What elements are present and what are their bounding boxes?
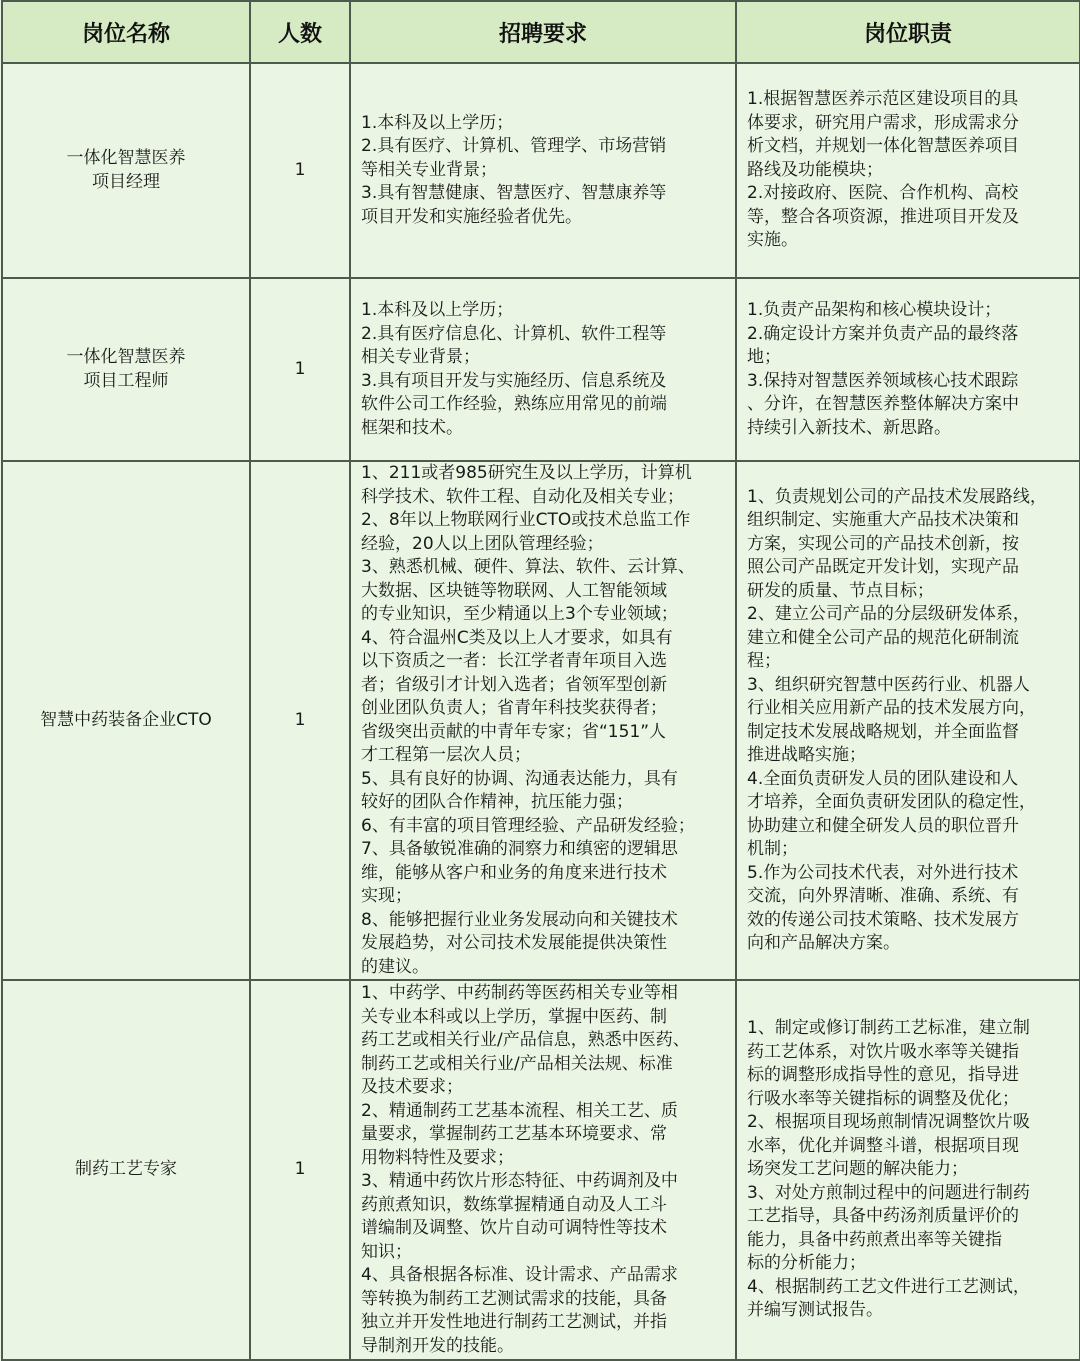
duty-line: 交流，向外界清晰、准确、系统、有 <box>747 886 1019 906</box>
duty-line: 3、组织研究智慧中医药行业、机器人 <box>747 674 1030 695</box>
requirement-line: 4、符合温州C类及以上人才要求，如具有 <box>361 627 673 648</box>
requirement-line: 2.具有医疗、计算机、管理学、市场营销 <box>361 136 667 157</box>
position-name-cell <box>2 278 250 461</box>
requirement-line: 知识； <box>361 1241 412 1262</box>
duty-line: 实施。 <box>747 230 798 251</box>
requirement-line: 框架和技术。 <box>361 417 463 438</box>
requirement-line: 4、具备根据各标准、设计需求、产品需求 <box>361 1265 678 1285</box>
duty-line: 2、根据项目现场煎制情况调整饮片吸 <box>747 1112 1030 1133</box>
requirement-line: 关专业本科或以上学历，掌握中医药、制 <box>361 1006 667 1027</box>
requirement-line: 8、能够把握行业业务发展动向和关键技术 <box>361 909 678 930</box>
requirement-line: 经验，20人以上团队管理经验； <box>361 533 604 554</box>
duty-line: 1.根据智慧医养示范区建设项目的具 <box>747 89 1019 110</box>
duty-line: 并编写测试报告。 <box>747 1300 883 1321</box>
requirement-line: 及技术要求； <box>361 1077 463 1097</box>
requirement-line: 的专业知识，至少精通以上3个专业领域； <box>361 604 678 624</box>
requirement-line: 1.本科及以上学历； <box>361 300 514 320</box>
duty-line: 标的调整形成指导性的意见，指导进 <box>747 1065 1019 1086</box>
headcount-cell: 1 <box>250 980 350 1360</box>
requirement-line: 科学技术、软件工程、自动化及相关专业； <box>361 486 684 507</box>
requirement-line: 5、具有良好的协调、沟通表达能力，具有 <box>361 768 678 789</box>
duty-line: 研发的质量、节点目标； <box>747 580 934 601</box>
requirement-line: 量要求，掌握制药工艺基本环境要求、常 <box>361 1124 667 1144</box>
requirement-line: 2、精通制药工艺基本流程、相关工艺、质 <box>361 1100 678 1121</box>
requirement-line: 相关专业背景； <box>361 347 480 367</box>
requirement-line: 6、有丰富的项目管理经验、产品研发经验； <box>361 815 695 836</box>
duty-line: 路线及功能模块； <box>747 159 883 180</box>
requirement-line: 以下资质之一者：长江学者青年项目入选 <box>361 651 667 671</box>
duty-line: 5.作为公司技术代表，对外进行技术 <box>747 862 1019 883</box>
requirement-line: 导制剂开发的技能。 <box>361 1335 514 1356</box>
duty-line: 1.负责产品架构和核心模块设计； <box>747 300 1002 320</box>
requirement-line: 3、熟悉机械、硬件、算法、软件、云计算、 <box>361 557 695 577</box>
requirement-line: 等相关专业背景； <box>361 159 497 180</box>
requirement-line: 3.具有项目开发与实施经历、信息系统及 <box>361 370 667 391</box>
table-row <box>2 980 1080 1360</box>
duty-line: 1、制定或修订制药工艺标准，建立制 <box>747 1018 1030 1039</box>
requirement-line: 谱编制及调整、饮片自动可调特性等技术 <box>361 1218 667 1238</box>
requirements-cell <box>350 278 736 461</box>
duty-line: 药工艺体系，对饮片吸水率等关键指 <box>747 1041 1019 1062</box>
duty-line: 等，整合各项资源，推进项目开发及 <box>747 206 1019 227</box>
requirement-line: 1.本科及以上学历； <box>361 112 514 133</box>
requirement-line: 药煎煮知识，数练掌握精通自动及人工斗 <box>361 1194 667 1215</box>
requirements-cell <box>350 63 736 278</box>
requirement-line: 用物料特性及要求； <box>361 1147 514 1168</box>
duty-line: 效的传递公司技术策略、技术发展方 <box>747 909 1019 930</box>
duty-line: 照公司产品既定开发计划，实现产品 <box>747 557 1019 577</box>
duty-line: 标的分析能力； <box>747 1253 866 1274</box>
duty-line: 地； <box>747 347 781 367</box>
requirements-cell <box>350 980 736 1360</box>
requirement-line: 的建议。 <box>361 956 429 977</box>
requirement-line: 3、精通中药饮片形态特征、中药调剂及中 <box>361 1171 678 1191</box>
header-headcount: 人数 <box>250 1 350 63</box>
duties-cell <box>736 278 1080 461</box>
duty-line: 工艺指导，具备中药汤剂质量评价的 <box>747 1206 1019 1227</box>
duty-line: 3.保持对智慧医养领域核心技术跟踪 <box>747 370 1019 391</box>
duty-line: 能力，具备中药煎煮出率等关键指 <box>747 1229 1002 1250</box>
table-row <box>2 461 1080 980</box>
job-rows <box>2 63 1080 1360</box>
requirement-line: 大数据、区块链等物联网、人工智能领域 <box>361 580 667 601</box>
requirement-line: 较好的团队合作精神，抗压能力强； <box>361 792 633 812</box>
duty-line: 2.确定设计方案并负责产品的最终落 <box>747 323 1019 344</box>
requirement-line: 才工程第一层次人员； <box>361 745 531 765</box>
position-name-cell <box>2 461 250 980</box>
headcount-cell: 1 <box>250 63 350 278</box>
position-name-line: 智慧中药装备企业CTO <box>40 709 212 730</box>
position-name-line: 制药工艺专家 <box>75 1159 177 1180</box>
duty-line: 向和产品解决方案。 <box>747 933 900 953</box>
headcount-cell: 1 <box>250 278 350 461</box>
duty-line: 行业相关应用新产品的技术发展方向， <box>747 698 1036 718</box>
duty-line: 1、负责规划公司的产品技术发展路线， <box>747 486 1047 507</box>
requirement-line: 发展趋势，对公司技术发展能提供决策性 <box>361 933 667 953</box>
requirements-cell <box>350 461 736 980</box>
requirement-line: 独立并开发性地进行制药工艺测试，并指 <box>361 1312 667 1332</box>
requirement-line: 等转换为制药工艺测试需求的技能，具备 <box>361 1288 667 1309</box>
requirement-line: 软件公司工作经验，熟练应用常见的前端 <box>361 394 667 414</box>
requirement-line: 实现； <box>361 886 412 906</box>
position-name-line: 项目经理 <box>92 171 160 192</box>
duty-line: 推进战略实施； <box>747 745 866 765</box>
duty-line: 3、对处方煎制过程中的问题进行制药 <box>747 1182 1030 1203</box>
duty-line: 4.全面负责研发人员的团队建设和人 <box>747 768 1019 789</box>
position-name-line: 项目工程师 <box>83 370 169 391</box>
requirement-line: 制药工艺或相关行业/产品相关法规、标准 <box>361 1053 673 1074</box>
duty-line: 场突发工艺问题的解决能力； <box>747 1159 968 1180</box>
duty-line: 体要求，研究用户需求，形成需求分 <box>747 112 1019 133</box>
header-duties: 岗位职责 <box>736 1 1080 63</box>
table-row <box>2 278 1080 461</box>
duty-line: 2、建立公司产品的分层级研发体系， <box>747 604 1030 624</box>
duty-line: 析文档，并规划一体化智慧医养项目 <box>747 136 1019 157</box>
requirement-line: 1、中药学、中药制药等医药相关专业等相 <box>361 983 678 1003</box>
position-name-line: 一体化智慧医养 <box>66 148 186 168</box>
duty-line: 程； <box>747 651 781 671</box>
duty-line: 行吸水率等关键指标的调整及优化； <box>747 1088 1019 1109</box>
duties-cell <box>736 980 1080 1360</box>
duty-line: 建立和健全公司产品的规范化研制流 <box>747 627 1019 648</box>
header-row <box>2 1 1080 63</box>
duty-line: 、分许，在智慧医养整体解决方案中 <box>747 394 1019 414</box>
requirement-line: 者；省级引才计划入选者；省领军型创新 <box>361 674 667 695</box>
duty-line: 组织制定、实施重大产品技术决策和 <box>747 510 1019 530</box>
position-name-cell <box>2 63 250 278</box>
requirement-line: 创业团队负责人；省青年科技奖获得者； <box>361 698 667 718</box>
requirement-line: 2、8年以上物联网行业CTO或技术总监工作 <box>361 510 691 530</box>
headcount-cell: 1 <box>250 461 350 980</box>
duty-line: 方案，实现公司的产品技术创新，按 <box>747 533 1019 554</box>
requirement-line: 2.具有医疗信息化、计算机、软件工程等 <box>361 323 667 344</box>
duty-line: 机制； <box>747 839 798 859</box>
duty-line: 才培养，全面负责研发团队的稳定性， <box>747 792 1036 812</box>
requirement-line: 药工艺或相关行业/产品信息，熟悉中医药、 <box>361 1030 690 1050</box>
requirement-line: 7、具备敏锐准确的洞察力和缜密的逻辑思 <box>361 839 678 859</box>
duty-line: 2.对接政府、医院、合作机构、高校 <box>747 183 1019 204</box>
duties-cell <box>736 461 1080 980</box>
requirement-line: 1、211或者985研究生及以上学历，计算机 <box>361 463 692 483</box>
requirement-line: 项目开发和实施经验者优先。 <box>361 206 582 227</box>
duty-line: 4、根据制药工艺文件进行工艺测试， <box>747 1276 1030 1297</box>
requirement-line: 维，能够从客户和业务的角度来进行技术 <box>361 862 667 883</box>
position-name-cell <box>2 980 250 1360</box>
job-table <box>1 0 1080 1361</box>
table-row <box>2 63 1080 278</box>
requirement-line: 3.具有智慧健康、智慧医疗、智慧康养等 <box>361 183 667 204</box>
header-requirements: 招聘要求 <box>350 1 736 63</box>
duties-cell <box>736 63 1080 278</box>
position-name-line: 一体化智慧医养 <box>66 347 186 367</box>
header-position-name: 岗位名称 <box>2 1 250 63</box>
duty-line: 水率，优化并调整斗谱，根据项目现 <box>747 1135 1019 1156</box>
requirement-line: 省级突出贡献的中青年专家；省“151”人 <box>361 721 667 742</box>
duty-line: 制定技术发展战略规划，并全面监督 <box>747 721 1019 742</box>
duty-line: 协助建立和健全研发人员的职位晋升 <box>747 815 1019 836</box>
duty-line: 持续引入新技术、新思路。 <box>747 417 951 438</box>
